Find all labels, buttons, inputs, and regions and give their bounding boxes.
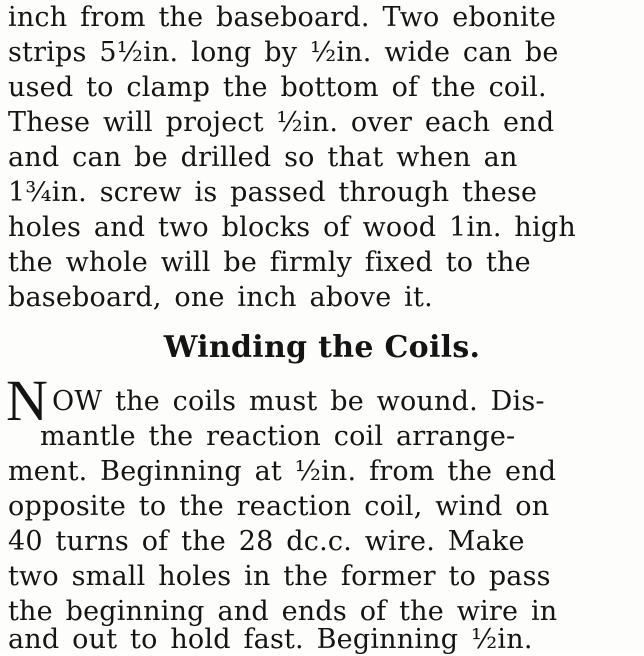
text-line: the beginning and ends of the wire in — [8, 596, 558, 627]
text-line: strips 5½in. long by ½in. wide can be — [8, 37, 559, 68]
drop-cap: N — [6, 368, 48, 433]
text-line: and out to hold fast. Beginning ½in. — [8, 624, 533, 655]
section-heading: Winding the Coils. — [163, 330, 481, 365]
text-line: and can be drilled so that when an — [8, 142, 518, 173]
text-line: 1¾in. screw is passed through these — [8, 177, 538, 208]
text-line: These will project ½in. over each end — [8, 107, 555, 138]
text-line: holes and two blocks of wood 1in. high — [8, 212, 576, 243]
text-line: used to clamp the bottom of the coil. — [8, 72, 547, 103]
text-line: baseboard, one inch above it. — [8, 282, 433, 313]
text-line: OW the coils must be wound. Dis- — [52, 386, 545, 417]
text-line: the whole will be firmly fixed to the — [8, 247, 531, 278]
text-line: mantle the reaction coil arrange- — [40, 421, 516, 452]
text-line: inch from the baseboard. Two ebonite — [8, 2, 557, 33]
text-line: 40 turns of the 28 dc.c. wire. Make — [8, 526, 525, 557]
text-line: two small holes in the former to pass — [8, 561, 551, 592]
text-line: opposite to the reaction coil, wind on — [8, 491, 550, 522]
text-line: ment. Beginning at ½in. from the end — [8, 456, 557, 487]
